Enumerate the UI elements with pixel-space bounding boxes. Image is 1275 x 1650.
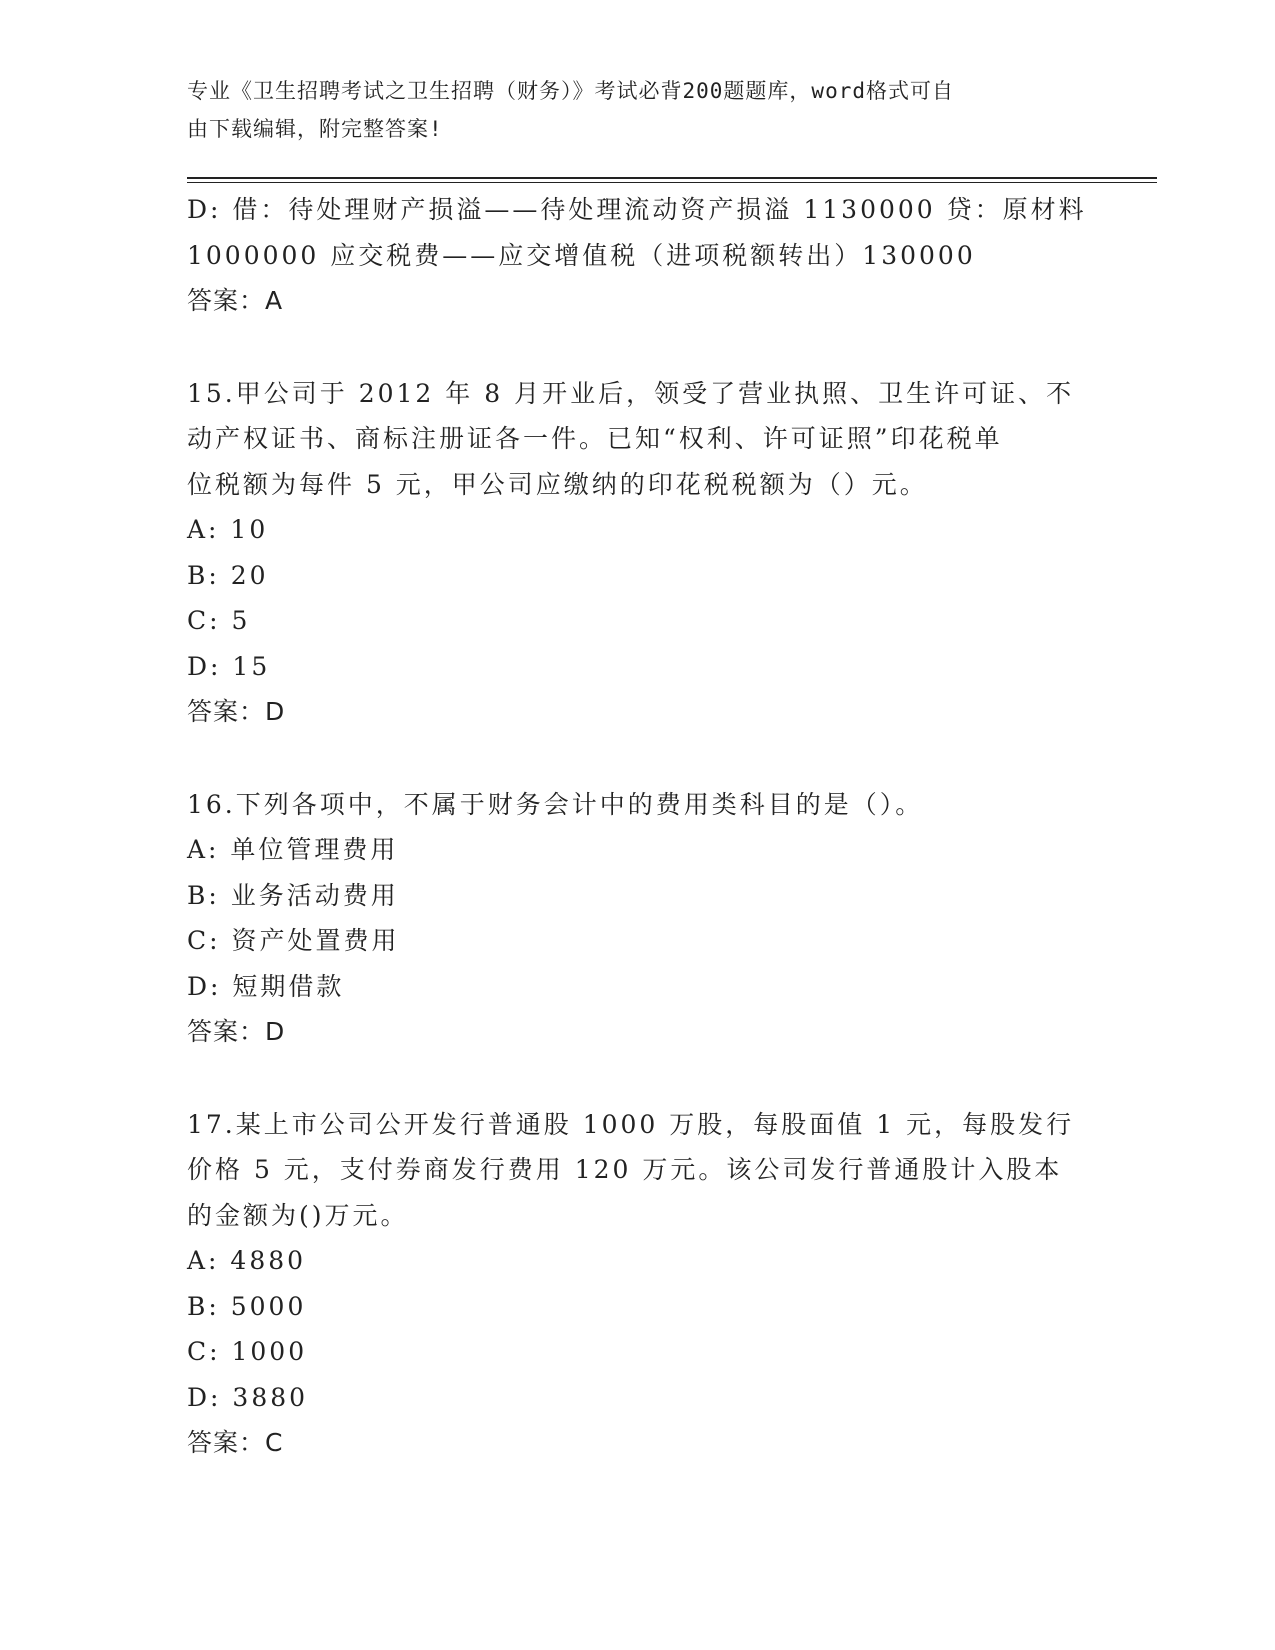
option-d-line-1: D: 借：待处理财产损溢——待处理流动资产损溢 1130000 贷：原材料 bbox=[187, 195, 1087, 224]
spacer bbox=[187, 735, 1067, 782]
option-d: D: 3880 bbox=[187, 1382, 309, 1412]
header-line-2: 由下载编辑，附完整答案! bbox=[187, 117, 443, 141]
header-line-1: 专业《卫生招聘考试之卫生招聘（财务）》考试必背200题题库，word格式可自 bbox=[187, 79, 954, 103]
question-stem-line: 动产权证书、商标注册证各一件。已知“权利、许可证照”印花税单 bbox=[187, 424, 1003, 453]
option-d: D: 短期借款 bbox=[187, 971, 345, 1001]
option-a: A: 4880 bbox=[187, 1246, 307, 1275]
option-a: A: 10 bbox=[187, 515, 269, 544]
question-stem-line: 16.下列各项中，不属于财务会计中的费用类科目的是（）。 bbox=[187, 789, 924, 819]
spacer bbox=[187, 324, 1067, 371]
document-header bbox=[187, 72, 1067, 148]
answer-line: 答案：C bbox=[187, 1428, 284, 1457]
question-stem-line: 价格 5 元，支付券商发行费用 120 万元。该公司发行普通股计入股本 bbox=[187, 1155, 1063, 1184]
header-rule-thick bbox=[187, 177, 1157, 179]
question-content bbox=[187, 187, 1087, 1466]
answer-line: 答案：A bbox=[187, 286, 284, 315]
spacer bbox=[187, 1055, 1067, 1102]
answer-line: 答案：D bbox=[187, 1017, 286, 1046]
option-d: D: 15 bbox=[187, 651, 271, 681]
question-17 bbox=[187, 1102, 1075, 1466]
option-c: C: 5 bbox=[187, 606, 251, 635]
option-a: A: 单位管理费用 bbox=[187, 835, 399, 864]
question-stem-line: 的金额为()万元。 bbox=[187, 1200, 409, 1230]
question-15 bbox=[187, 371, 1075, 735]
option-b: B: 20 bbox=[187, 560, 269, 590]
question-16 bbox=[187, 782, 1067, 1055]
option-c: C: 资产处置费用 bbox=[187, 926, 400, 955]
answer-line: 答案：D bbox=[187, 697, 286, 726]
question-stem-line: 17.某上市公司公开发行普通股 1000 万股，每股面值 1 元，每股发行 bbox=[187, 1109, 1075, 1139]
option-d-line-2: 1000000 应交税费——应交增值税（进项税额转出）130000 bbox=[187, 240, 976, 270]
question-stem-line: 位税额为每件 5 元，甲公司应缴纳的印花税税额为（）元。 bbox=[187, 469, 928, 499]
question-stem-line: 15.甲公司于 2012 年 8 月开业后，领受了营业执照、卫生许可证、不 bbox=[187, 378, 1075, 408]
option-c: C: 1000 bbox=[187, 1337, 308, 1366]
option-b: B: 业务活动费用 bbox=[187, 880, 399, 910]
previous-question-tail bbox=[187, 187, 1087, 324]
header-rule-thin bbox=[187, 182, 1157, 183]
option-b: B: 5000 bbox=[187, 1291, 307, 1321]
